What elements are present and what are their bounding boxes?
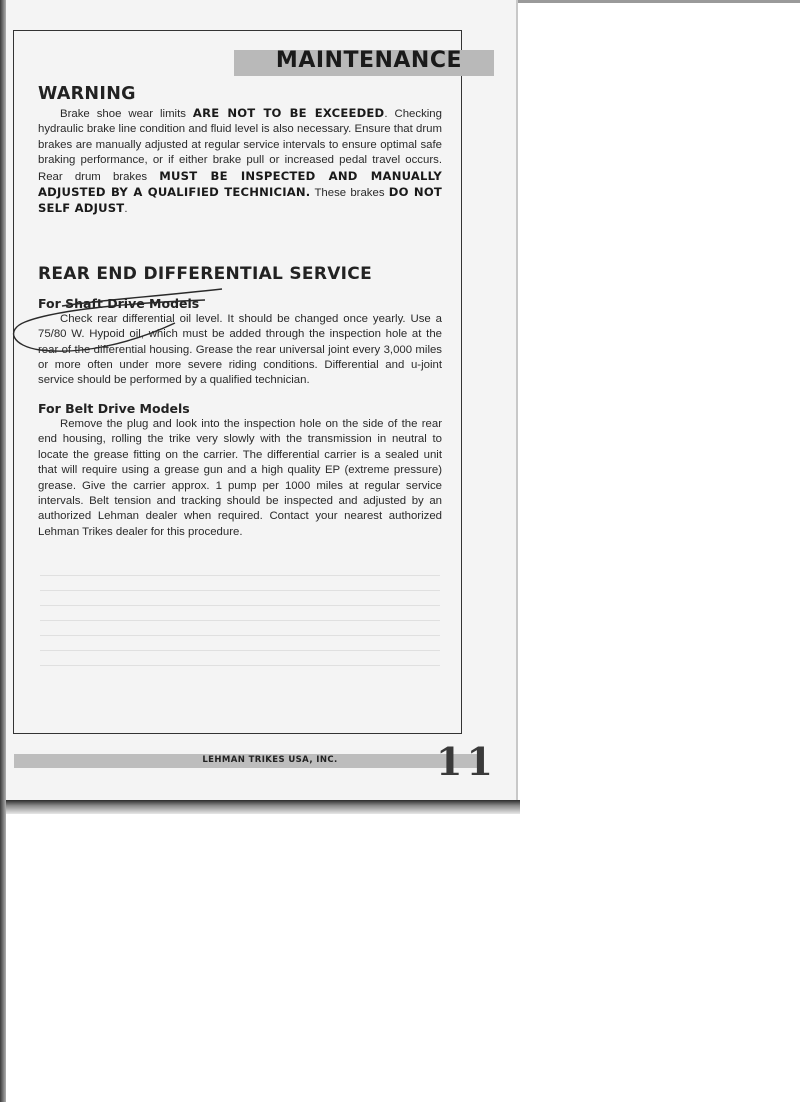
bleed-through [40,575,440,695]
page-shadow [0,800,520,814]
footer-company: LEHMAN TRIKES USA, INC. [202,755,338,765]
belt-drive-subheading: For Belt Drive Models [38,400,190,416]
scan-edge-left [0,0,6,1102]
shaft-drive-subheading: For Shaft Drive Models [38,295,200,311]
warning-paragraph [38,106,442,218]
page-title: MAINTENANCE [275,48,462,73]
warning-bold-3: DO NOT SELF ADJUST [38,185,442,216]
main-content [38,84,442,540]
page-number: 11 [436,739,497,784]
warning-bold-1: ARE NOT TO BE EXCEEDED [192,106,385,120]
differential-heading: REAR END DIFFERENTIAL SERVICE [38,263,372,284]
belt-drive-paragraph: Remove the plug and look into the inspection hole on the side of the rear end housing, rolling the trike very slowly with the transmission in neutral to locate the grease fitting on the carrier. The differential carrier is a sealed unit that will require using a grease gun and a high quality EP (extreme pressure) grease. Give the carrier approx. 1 pump per 1000 miles at regular service intervals. Belt tension and tracking should be inspected and adjusted by an authorized Lehman dealer when required. Contact your nearest authorized Lehman Trikes dealer for this procedure. [38,417,442,538]
warning-text-1: Brake shoe wear limits [60,108,193,120]
warning-text-3: These brakes [310,187,389,200]
warning-text-4: . [124,203,128,216]
warning-heading: WARNING [38,84,136,104]
warning-text-2: . Checking hydraulic brake line condition and fluid level is also necessary. Ensure that drum brakes are manually adjusted at regular service intervals to ensure optimal safe braking performance, or if either brake pull or increased pedal travel occurs. Rear drum brakes [38,108,442,183]
shaft-drive-paragraph: Check rear differential oil level. It should be changed once yearly. Use a 75/80 W. Hypoid oil, which must be added through the inspection hole at the rear of the differential housing. Grease the rear universal joint every 3,000 miles or more often under more severe riding conditions. Differential and u-joint service should be performed by a qualified technician. [38,312,442,387]
warning-bold-2: MUST BE INSPECTED AND MANUALLY ADJUSTED BY A QUALIFIED TECHNICIAN. [38,168,443,200]
